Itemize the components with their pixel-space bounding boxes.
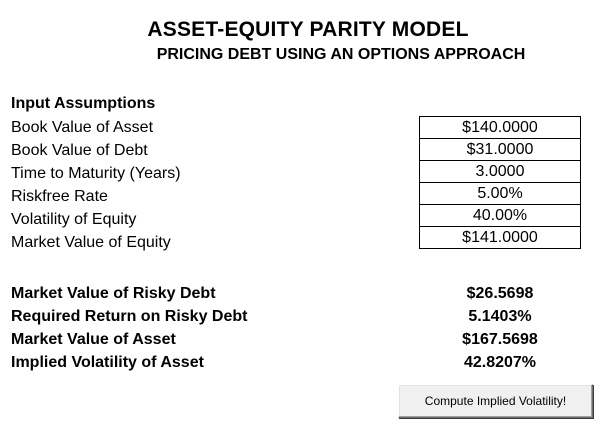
input-label-book-value-asset: Book Value of Asset	[11, 119, 154, 136]
output-label-market-value-asset: Market Value of Asset	[11, 331, 176, 348]
model-title: ASSET-EQUITY PARITY MODEL	[147, 18, 469, 41]
input-cell-time-to-maturity[interactable]: 3.0000	[420, 161, 581, 183]
input-label-riskfree-rate: Riskfree Rate	[11, 188, 108, 205]
input-assumptions-header: Input Assumptions	[11, 95, 156, 112]
input-cell-volatility-equity[interactable]: 40.00%	[420, 205, 581, 227]
output-label-market-value-risky-debt: Market Value of Risky Debt	[11, 285, 216, 302]
input-label-book-value-debt: Book Value of Debt	[11, 142, 148, 159]
input-label-volatility-equity: Volatility of Equity	[11, 211, 137, 228]
compute-implied-volatility-button[interactable]: Compute Implied Volatility!	[398, 384, 593, 418]
output-value-implied-volatility-asset: 42.8207%	[463, 354, 537, 371]
output-label-required-return-risky-debt: Required Return on Risky Debt	[11, 308, 248, 325]
output-value-required-return-risky-debt: 5.1403%	[468, 308, 532, 325]
input-values-table	[419, 116, 581, 249]
output-value-market-value-risky-debt: $26.5698	[466, 285, 534, 302]
input-cell-book-value-asset[interactable]: $140.0000	[420, 117, 581, 139]
input-cell-market-value-equity[interactable]: $141.0000	[420, 227, 581, 249]
input-label-time-to-maturity: Time to Maturity (Years)	[11, 165, 181, 182]
model-subtitle: PRICING DEBT USING AN OPTIONS APPROACH	[156, 46, 526, 63]
input-cell-riskfree-rate[interactable]: 5.00%	[420, 183, 581, 205]
input-cell-book-value-debt[interactable]: $31.0000	[420, 139, 581, 161]
output-label-implied-volatility-asset: Implied Volatility of Asset	[11, 354, 204, 371]
input-label-market-value-equity: Market Value of Equity	[11, 234, 171, 251]
output-value-market-value-asset: $167.5698	[462, 331, 538, 348]
